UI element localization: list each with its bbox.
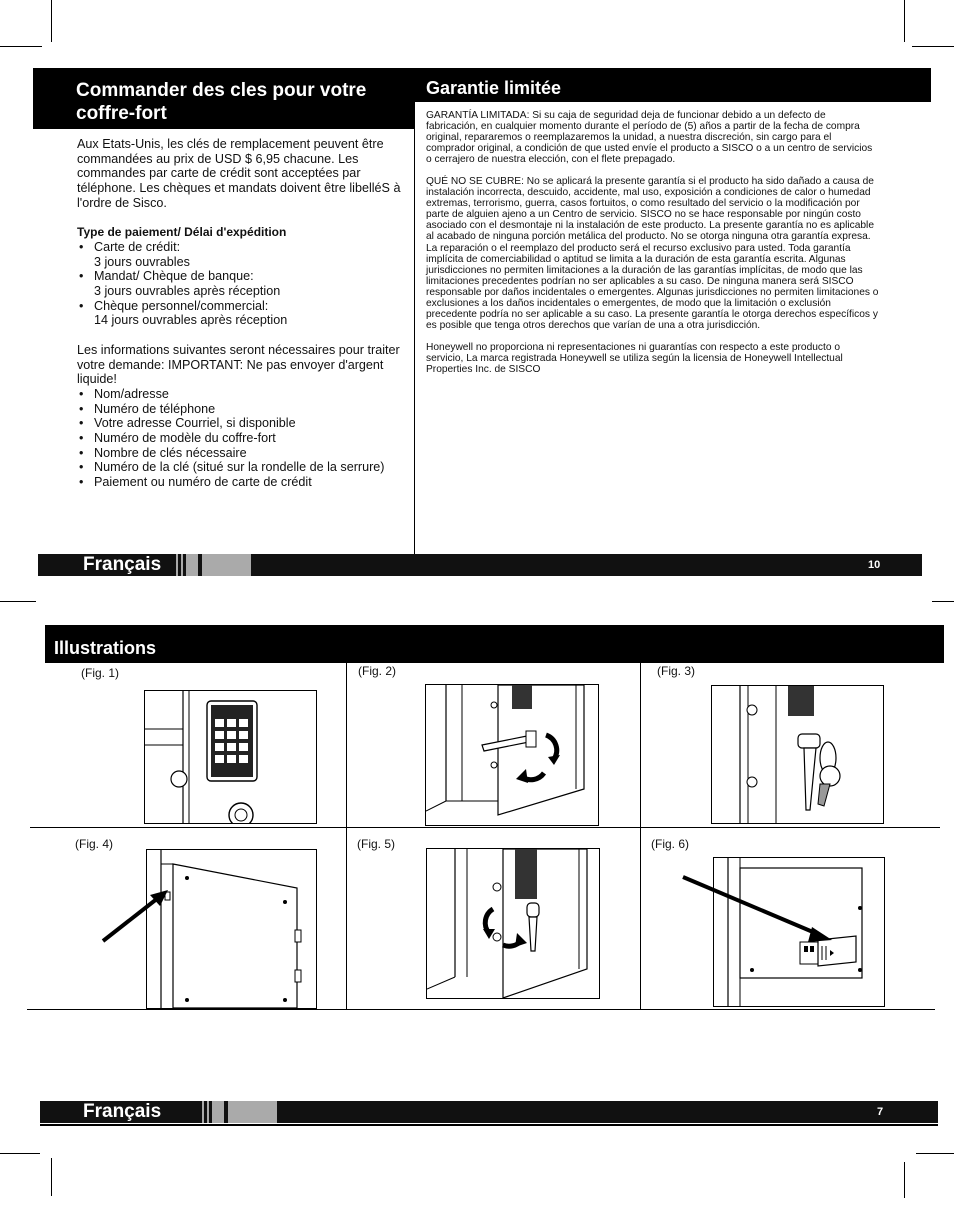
- footer-stripe: [176, 554, 178, 576]
- warranty-paragraph: QUÉ NO SE CUBRE: No se aplicará la presente garantía si el producto ha sido dañado a causa de instalación incorrecta, descuido, accidente, mal uso, exposición a condiciones de calor o humedad extremas, terrorismo, guerra, casos fortuitos, o como resultado del servicio o la modificación por parte de alguien ajeno a un Centro de servicio. SISCO no se hace responsable por ningún costo asociado con el desmontaje ni la instalación de este producto. La presente garantía no es aplicable al acabado de ninguna porción metálica del producto. No se otorga ninguna otra garantía expresa. La reparación o el reemplazo del producto será el recurso exclusivo para usted. Toda garantía implícita de comerciabilidad o aptitud se limita a la duración de esta garantía escrita. Algunas jurisdicciones no permiten limitaciones a la duración de las garantías implícitas, de modo que las limitaciones precedentes podrían no ser aplicables a su caso. De ninguna manera será SISCO responsable por daños incidentales o emergentes. Algunas jurisdicciones no permiten limitaciones o exclusiones a los daños incidentales o emergentes, de modo que la limitación o exclusión precedente podría no ser aplicable a su caso. La presente garantía le otorga derechos específicos y es posible que tenga otros derechos que varían de una a otra jurisdicción.: [426, 176, 879, 331]
- safe-handle-rotate-icon: [427, 849, 599, 998]
- footer-stripe: [186, 554, 198, 576]
- footer-stripe: [202, 1101, 204, 1123]
- info-item: • Votre adresse Courriel, si disponible: [77, 416, 402, 431]
- payment-item: • Mandat/ Chèque de banque:: [77, 269, 402, 284]
- fig-label: (Fig. 2): [358, 664, 397, 678]
- bottom-footer-bar: [40, 1101, 938, 1123]
- info-item: • Nombre de clés nécessaire: [77, 446, 402, 461]
- footer-stripe: [212, 1101, 224, 1123]
- payment-detail: 3 jours ouvrables: [94, 254, 190, 269]
- fig-2-image: [425, 684, 599, 826]
- info-item: • Nom/adresse: [77, 387, 402, 402]
- warranty-body: [426, 110, 880, 375]
- column-divider: [414, 128, 415, 554]
- fig-1-image: [144, 690, 317, 824]
- payment-detail: 3 jours ouvrables après réception: [94, 284, 281, 299]
- info-item: • Numéro de modèle du coffre-fort: [77, 431, 402, 446]
- safe-keypad-icon: [145, 691, 316, 823]
- payment-detail: 14 jours ouvrables après réception: [94, 313, 288, 328]
- safe-battery-arrow-icon: [714, 858, 884, 1006]
- crop-mark: [51, 0, 52, 42]
- fig-4-image: [146, 849, 317, 1009]
- info-intro: Les informations suivantes seront nécessaires pour traiter votre demande: IMPORTANT: Ne pas envoyer d'argent liquide!: [77, 342, 400, 387]
- fig-6-image: [713, 857, 885, 1007]
- illustrations-header: [45, 625, 944, 663]
- crop-mark: [0, 46, 42, 47]
- fig-label: (Fig. 6): [651, 837, 690, 851]
- info-item: • Paiement ou numéro de carte de crédit: [77, 475, 402, 490]
- fig-5-image: [426, 848, 600, 999]
- payment-heading: Type de paiement/ Délai d'expédition: [77, 225, 287, 240]
- fig-3-image: [711, 685, 884, 824]
- page-number: 10: [868, 559, 881, 571]
- warranty-title: Garantie limitée: [426, 78, 562, 98]
- info-item: • Numéro de la clé (situé sur la rondelle de la serrure): [77, 460, 402, 475]
- crop-mark: [0, 601, 36, 602]
- footer-rule: [40, 1124, 938, 1126]
- grid-divider: [30, 827, 940, 828]
- fig-label: (Fig. 1): [81, 666, 120, 680]
- crop-mark: [0, 1153, 40, 1154]
- footer-stripe: [202, 554, 251, 576]
- order-keys-header: [33, 68, 415, 129]
- warranty-paragraph: GARANTÍA LIMITADA: Si su caja de seguridad deja de funcionar debido a un defecto de fabricación, en cualquier momento durante el período de (5) años a partir de la fecha de compra original, repararemos o reemplazaremos la unidad, a nuestra discreción, sin cargo para el comprador original, a condición de que usted envíe el producto a SISCO o a un centro de servicios o cerrajero de nuestra elección, con el flete prepagado.: [426, 110, 873, 166]
- grid-divider: [346, 663, 347, 1009]
- order-keys-body: [77, 137, 402, 490]
- info-item: • Numéro de téléphone: [77, 402, 402, 417]
- language-label: Français: [83, 1101, 162, 1122]
- crop-mark: [904, 0, 905, 42]
- language-label: Français: [83, 554, 162, 575]
- warranty-header: [415, 68, 931, 102]
- grid-divider: [27, 1009, 935, 1010]
- safe-key-insert-icon: [712, 686, 883, 823]
- warranty-paragraph: Honeywell no proporciona ni representaciones ni guarantías con respecto a este producto o servicio, La marca registrada Honeywell se utiliza según la licensia de Honeywell Intellectual Properties Inc. de SISCO: [426, 341, 843, 375]
- footer-stripe: [228, 1101, 277, 1123]
- fig-label: (Fig. 4): [75, 837, 114, 851]
- crop-mark: [916, 1153, 954, 1154]
- crop-mark: [51, 1158, 52, 1196]
- safe-door-arrow-icon: [147, 850, 316, 1008]
- page-number: 7: [877, 1106, 884, 1118]
- footer-stripe: [207, 1101, 209, 1123]
- fig-label: (Fig. 5): [357, 837, 396, 851]
- crop-mark: [904, 1162, 905, 1198]
- crop-mark: [932, 601, 954, 602]
- top-footer-bar: [38, 554, 922, 576]
- order-keys-intro: Aux Etats-Unis, les clés de remplacement peuvent être commandées au prix de USD $ 6,95 chacune. Les commandes par carte de crédit sont acceptées par téléphone. Les chèques et mandats doivent être libelléS à l'ordre de Sisco.: [77, 137, 401, 210]
- fig-label: (Fig. 3): [657, 664, 696, 678]
- safe-handle-rotate-icon: [426, 685, 598, 825]
- footer-stripe: [181, 554, 183, 576]
- grid-divider: [640, 663, 641, 1009]
- illustrations-title: Illustrations: [54, 638, 157, 658]
- payment-item: • Carte de crédit:: [77, 240, 402, 255]
- payment-item: • Chèque personnel/commercial:: [77, 299, 402, 314]
- order-keys-title: Commander des cles pour votre coffre-fort: [76, 80, 367, 124]
- crop-mark: [912, 46, 954, 47]
